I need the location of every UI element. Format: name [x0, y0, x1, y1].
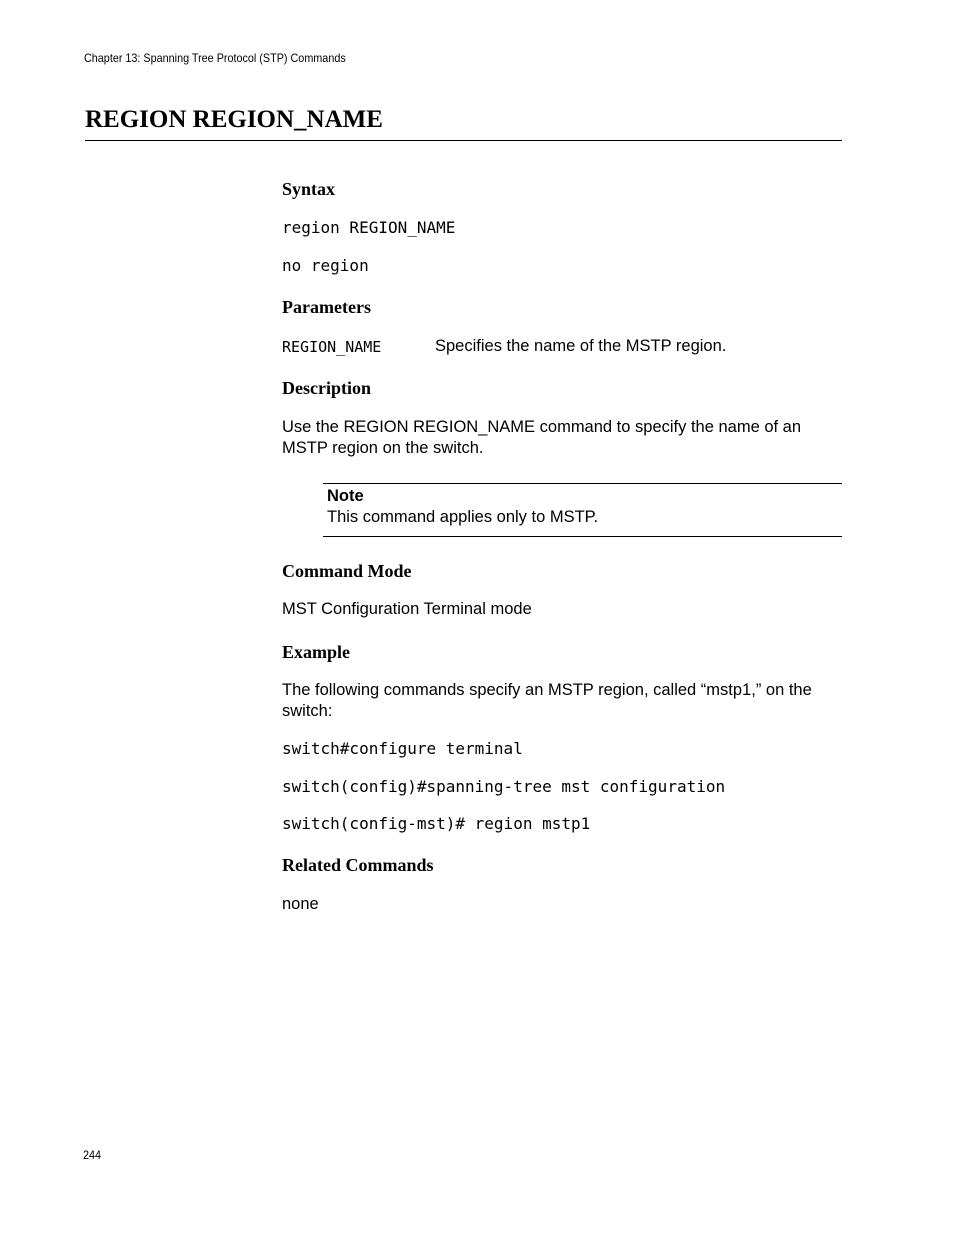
related-commands-heading: Related Commands [282, 855, 434, 875]
command-mode-text: MST Configuration Terminal mode [282, 600, 532, 618]
running-header: Chapter 13: Spanning Tree Protocol (STP) Commands [84, 51, 346, 65]
title-divider [85, 140, 842, 141]
parameters-heading: Parameters [282, 297, 371, 317]
parameter-row [282, 337, 842, 359]
example-text: The following commands specify an MSTP region, called “mstp1,” on the switch: [282, 681, 812, 720]
syntax-line: region REGION_NAME [282, 218, 456, 237]
page-number: 244 [83, 1148, 102, 1162]
example-heading: Example [282, 642, 351, 662]
example-command: switch(config-mst)# region mstp1 [282, 814, 591, 833]
command-mode-heading: Command Mode [282, 561, 412, 581]
syntax-line: no region [282, 256, 369, 275]
example-command: switch#configure terminal [282, 739, 523, 758]
parameter-description: Specifies the name of the MSTP region. [435, 337, 727, 355]
page-title: REGION REGION_NAME [85, 106, 383, 133]
syntax-heading: Syntax [282, 179, 336, 199]
note-box [323, 483, 842, 537]
description-text: Use the REGION REGION_NAME command to specify the name of an MSTP region on the switch. [282, 418, 802, 457]
example-command: switch(config)#spanning-tree mst configuration [282, 777, 726, 796]
description-heading: Description [282, 378, 371, 398]
parameter-name: REGION_NAME [282, 338, 382, 356]
related-commands-text: none [282, 895, 319, 913]
note-label: Note [327, 487, 364, 505]
note-text: This command applies only to MSTP. [327, 508, 599, 526]
